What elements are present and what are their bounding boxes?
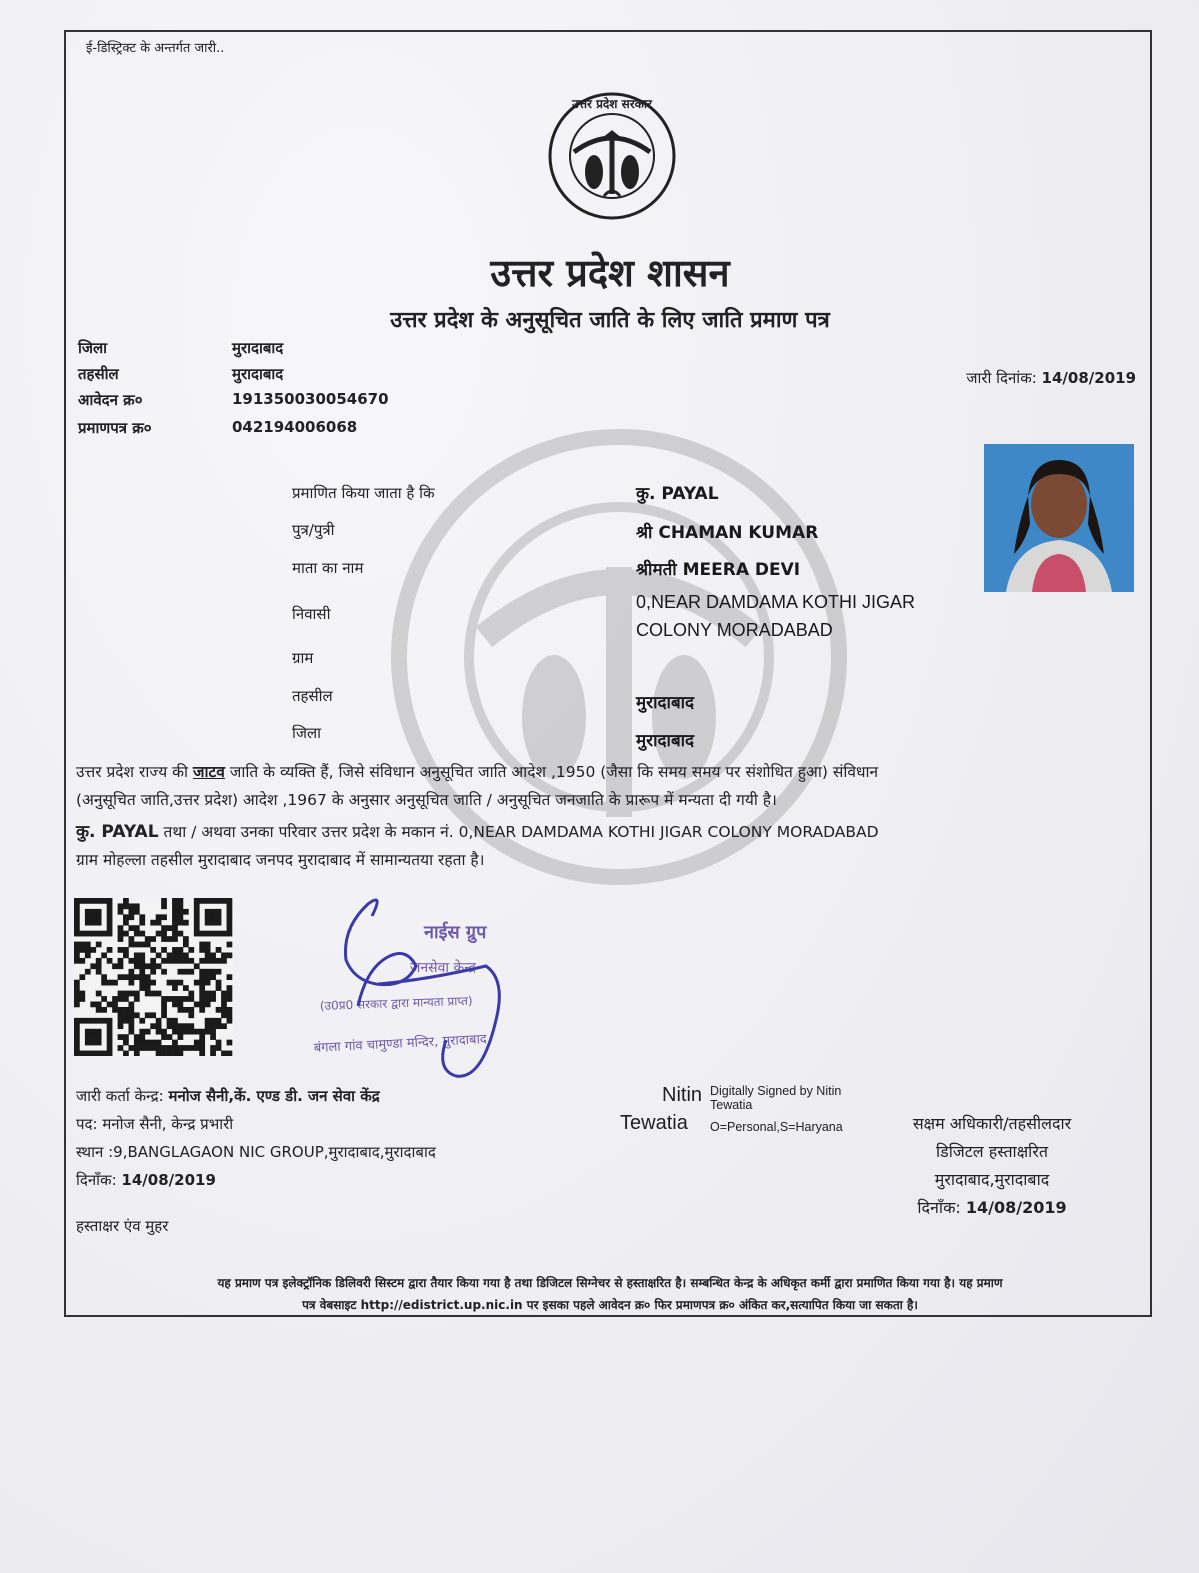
- signed-by-line2: Tewatia: [710, 1098, 753, 1112]
- issuer-center: [76, 1086, 380, 1106]
- issuer-post-label: पद:: [76, 1115, 98, 1133]
- issuer-post-value: मनोज सैनी, केन्द्र प्रभारी: [102, 1115, 234, 1133]
- issue-date-label: जारी दिनांक:: [966, 369, 1037, 387]
- authority-date-value: 14/08/2019: [965, 1198, 1067, 1217]
- emblem-text: उत्तर प्रदेश सरकार: [572, 97, 652, 111]
- signer-organization: O=Personal,S=Haryana: [710, 1120, 843, 1134]
- caste-statement-line1: [76, 758, 1146, 786]
- signature-and-seal-label: हस्ताक्षर एंव मुहर: [76, 1217, 169, 1235]
- caste-statement: [76, 758, 1146, 814]
- residence-statement-line2: ग्राम मोहल्ला तहसील मुरादाबाद जनपद मुरादाबाद में सामान्यतया रहता है।: [76, 851, 485, 869]
- center-stamp: [306, 880, 626, 1080]
- issuer-place: [76, 1142, 436, 1162]
- stamp-line4: बंगला गांव चामुण्डा मन्दिर, मुरादाबाद: [313, 1031, 488, 1056]
- field-tehsil-label: तहसील: [292, 687, 333, 705]
- residence-statement-line1: [76, 818, 1146, 846]
- qr-code-icon: [74, 898, 234, 1056]
- issuer-place-value: 9,BANGLAGAON NIC GROUP,मुरादाबाद,मुरादाबाद: [113, 1143, 436, 1161]
- resident-label: निवासी: [292, 605, 331, 623]
- authority-date: [862, 1196, 1122, 1218]
- tehsil-label: तहसील: [78, 365, 119, 383]
- issue-date-value: 14/08/2019: [1041, 369, 1136, 387]
- field-district-value: मुरादाबाद: [636, 731, 695, 751]
- issuer-center-label: जारी कर्ता केन्द्र:: [76, 1087, 164, 1105]
- state-emblem-icon: [544, 74, 680, 238]
- issuer-date-label: दिनाँक:: [76, 1171, 117, 1189]
- field-district-label: जिला: [292, 724, 322, 742]
- authority-signed: डिजिटल हस्ताक्षरित: [936, 1142, 1048, 1161]
- pen-signature-loop: [378, 966, 499, 1076]
- digital-signature: [618, 1080, 888, 1144]
- issue-date: [966, 368, 1136, 388]
- certificate-no-label: प्रमाणपत्र क्र०: [78, 419, 152, 437]
- authority-title: सक्षम अधिकारी/तहसीलदार: [912, 1114, 1072, 1133]
- mother-label: माता का नाम: [292, 559, 364, 577]
- field-tehsil-value: मुरादाबाद: [636, 693, 695, 713]
- verification-footer: [76, 1272, 1144, 1316]
- mother-name: श्रीमती MEERA DEVI: [636, 560, 801, 580]
- district-value: मुरादाबाद: [232, 339, 284, 357]
- certified-label: प्रमाणित किया जाता है कि: [292, 484, 435, 502]
- issuer-center-value: मनोज सैनी,कें. एण्ड डी. जन सेवा केंद्र: [168, 1087, 380, 1105]
- footer-line2: पत्र वेबसाइट http://edistrict.up.nic.in पर इसका पहले आवेदन क्र० फिर प्रमाणपत्र क्र० अंकित कर,सत्यापित किया जा सकता है।: [302, 1298, 918, 1312]
- residence-statement: [76, 818, 1146, 874]
- issued-under-note: ई-डिस्ट्रिक्ट के अन्तर्गत जारी..: [86, 41, 225, 56]
- caste-statement-prefix: उत्तर प्रदेश राज्य की: [76, 763, 189, 781]
- signed-by-line1: Digitally Signed by Nitin: [710, 1084, 842, 1098]
- tehsil-value: मुरादाबाद: [232, 365, 284, 383]
- issuer-post: [76, 1114, 233, 1134]
- caste-name: जाटव: [192, 763, 225, 781]
- certified-name: कु. PAYAL: [636, 484, 719, 504]
- caste-statement-rest: जाति के व्यक्ति हैं, जिसे संविधान अनुसूचित जाति आदेश ,1950 (जैसा कि समय समय पर संशोधित हुआ) संविधान: [229, 763, 879, 781]
- village-label: ग्राम: [292, 649, 314, 667]
- signer-first-name: Nitin: [662, 1084, 703, 1106]
- issuer-date-value: 14/08/2019: [121, 1171, 216, 1189]
- caste-statement-line2: (अनुसूचित जाति,उत्तर प्रदेश) आदेश ,1967 के अनुसार अनुसूचित जाति / अनुसूचित जनजाति के प्रारूप में मन्यता दी गयी है।: [76, 791, 777, 809]
- footer-line1: यह प्रमाण पत्र इलेक्ट्रॉनिक डिलिवरी सिस्टम द्वारा तैयार किया गया है तथा डिजिटल सिग्नेचर से हस्ताक्षरित है। सम्बन्धित केन्द्र के अधिकृत कर्मी द्वारा प्रमाणित किया गया है। यह प्रमाण: [217, 1276, 1003, 1290]
- issuer-date: [76, 1170, 216, 1190]
- government-title: उत्तर प्रदेश शासन: [490, 251, 730, 295]
- application-no-value: 191350030054670: [232, 390, 389, 408]
- stamp-line1: नाईस ग्रुप: [424, 922, 487, 943]
- certificate-no-value: 042194006068: [232, 418, 358, 436]
- pen-signature: [345, 900, 416, 1006]
- caste-certificate: [64, 30, 1152, 1317]
- applicant-photo: [984, 444, 1134, 592]
- stamp-line3: (उ0प्र0 सरकार द्वारा मान्यता प्राप्त): [319, 993, 473, 1013]
- residence-statement-rest: तथा / अथवा उनका परिवार उत्तर प्रदेश के मकान नं. 0,NEAR DAMDAMA KOTHI JIGAR COLONY MORADABAD: [163, 823, 879, 841]
- residence-statement-name: कु. PAYAL: [76, 822, 159, 842]
- certificate-title: उत्तर प्रदेश के अनुसूचित जाति के लिए जाति प्रमाण पत्र: [390, 308, 830, 333]
- resident-address: 0,NEAR DAMDAMA KOTHI JIGAR COLONY MORADABAD: [636, 592, 916, 640]
- father-name: श्री CHAMAN KUMAR: [636, 523, 819, 543]
- issuer-place-label: स्थान :: [76, 1143, 114, 1161]
- child-of-label: पुत्र/पुत्री: [292, 521, 335, 539]
- authority-place: मुरादाबाद,मुरादाबाद: [934, 1170, 1050, 1189]
- application-no-label: आवेदन क्र०: [78, 391, 143, 409]
- authority-date-label: दिनाँक:: [917, 1198, 961, 1217]
- applicant-portrait-icon: [984, 444, 1134, 592]
- signer-last-name: Tewatia: [620, 1112, 688, 1134]
- stamp-line2: जनसेवा केन्द्र: [410, 960, 476, 976]
- district-label: जिला: [78, 339, 108, 357]
